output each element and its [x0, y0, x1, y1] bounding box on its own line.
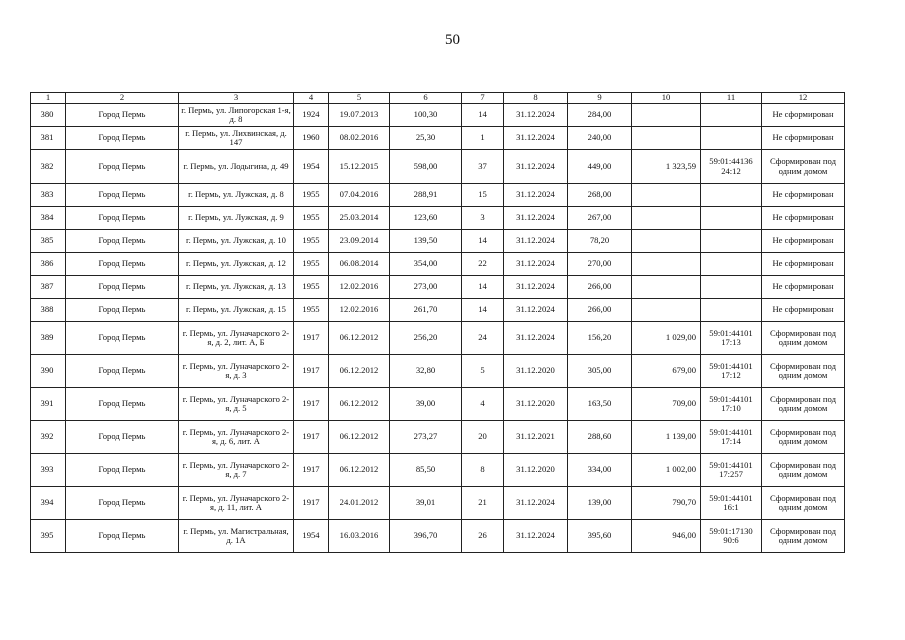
municipality-cell: Город Пермь	[66, 150, 179, 184]
municipality-cell: Город Пермь	[66, 207, 179, 230]
year-built-cell: 1955	[294, 276, 329, 299]
page-number: 50	[445, 32, 460, 48]
land-status-cell: Не сформирован	[762, 127, 845, 150]
address-cell: г. Пермь, ул. Лужская, д. 12	[179, 253, 294, 276]
residents-cell: 21	[462, 487, 504, 520]
residents-cell: 14	[462, 299, 504, 322]
year-built-cell: 1955	[294, 230, 329, 253]
year-built-cell: 1954	[294, 520, 329, 553]
address-cell: г. Пермь, ул. Луначарского 2-я, д. 11, лит. А	[179, 487, 294, 520]
table-row	[31, 520, 845, 553]
row-number-cell: 383	[31, 184, 66, 207]
residents-cell: 14	[462, 230, 504, 253]
land-status-cell: Сформирован под одним домом	[762, 520, 845, 553]
cadastral-number-cell	[701, 253, 762, 276]
value-cell: 270,00	[568, 253, 632, 276]
address-cell: г. Пермь, ул. Лихвинская, д. 147	[179, 127, 294, 150]
cadastral-number-cell	[701, 276, 762, 299]
year-built-cell: 1955	[294, 299, 329, 322]
land-area-cell	[632, 184, 701, 207]
value-cell: 449,00	[568, 150, 632, 184]
address-cell: г. Пермь, ул. Луначарского 2-я, д. 2, лит. А, Б	[179, 322, 294, 355]
area-cell: 273,27	[390, 421, 462, 454]
area-cell: 25,30	[390, 127, 462, 150]
land-status-cell: Не сформирован	[762, 230, 845, 253]
residents-cell: 22	[462, 253, 504, 276]
municipality-cell: Город Пермь	[66, 230, 179, 253]
recognition-date-cell: 12.02.2016	[329, 299, 390, 322]
column-header: 12	[762, 93, 845, 104]
year-built-cell: 1955	[294, 184, 329, 207]
area-cell: 354,00	[390, 253, 462, 276]
table-row	[31, 104, 845, 127]
table-row	[31, 487, 845, 520]
land-status-cell: Сформирован под одним домом	[762, 388, 845, 421]
municipality-cell: Город Пермь	[66, 388, 179, 421]
area-cell: 288,91	[390, 184, 462, 207]
year-built-cell: 1955	[294, 253, 329, 276]
column-header: 3	[179, 93, 294, 104]
deadline-cell: 31.12.2020	[504, 454, 568, 487]
row-number-cell: 392	[31, 421, 66, 454]
residents-cell: 24	[462, 322, 504, 355]
area-cell: 39,01	[390, 487, 462, 520]
cadastral-number-cell	[701, 230, 762, 253]
recognition-date-cell: 06.12.2012	[329, 322, 390, 355]
land-area-cell: 946,00	[632, 520, 701, 553]
area-cell: 256,20	[390, 322, 462, 355]
value-cell: 267,00	[568, 207, 632, 230]
value-cell: 334,00	[568, 454, 632, 487]
value-cell: 156,20	[568, 322, 632, 355]
year-built-cell: 1917	[294, 388, 329, 421]
municipality-cell: Город Пермь	[66, 322, 179, 355]
municipality-cell: Город Пермь	[66, 299, 179, 322]
row-number-cell: 388	[31, 299, 66, 322]
residents-cell: 37	[462, 150, 504, 184]
deadline-cell: 31.12.2024	[504, 207, 568, 230]
recognition-date-cell: 07.04.2016	[329, 184, 390, 207]
column-header: 9	[568, 93, 632, 104]
value-cell: 284,00	[568, 104, 632, 127]
residents-cell: 15	[462, 184, 504, 207]
year-built-cell: 1917	[294, 355, 329, 388]
deadline-cell: 31.12.2024	[504, 322, 568, 355]
deadline-cell: 31.12.2021	[504, 421, 568, 454]
land-area-cell	[632, 299, 701, 322]
housing-registry-table	[30, 92, 845, 553]
land-status-cell: Сформирован под одним домом	[762, 355, 845, 388]
column-header: 7	[462, 93, 504, 104]
municipality-cell: Город Пермь	[66, 421, 179, 454]
area-cell: 273,00	[390, 276, 462, 299]
table-row	[31, 421, 845, 454]
deadline-cell: 31.12.2024	[504, 150, 568, 184]
row-number-cell: 384	[31, 207, 66, 230]
address-cell: г. Пермь, ул. Лужская, д. 9	[179, 207, 294, 230]
deadline-cell: 31.12.2024	[504, 184, 568, 207]
address-cell: г. Пермь, ул. Лодыгина, д. 49	[179, 150, 294, 184]
residents-cell: 20	[462, 421, 504, 454]
cadastral-number-cell: 59:01:44101 17:257	[701, 454, 762, 487]
residents-cell: 1	[462, 127, 504, 150]
municipality-cell: Город Пермь	[66, 355, 179, 388]
cadastral-number-cell: 59:01:44101 17:13	[701, 322, 762, 355]
value-cell: 163,50	[568, 388, 632, 421]
table-body	[31, 104, 845, 553]
land-area-cell: 1 029,00	[632, 322, 701, 355]
table-row	[31, 207, 845, 230]
year-built-cell: 1917	[294, 487, 329, 520]
column-header: 11	[701, 93, 762, 104]
land-status-cell: Сформирован под одним домом	[762, 487, 845, 520]
cadastral-number-cell: 59:01:44101 17:12	[701, 355, 762, 388]
table-row	[31, 253, 845, 276]
row-number-cell: 380	[31, 104, 66, 127]
row-number-cell: 382	[31, 150, 66, 184]
row-number-cell: 381	[31, 127, 66, 150]
column-header: 10	[632, 93, 701, 104]
deadline-cell: 31.12.2024	[504, 276, 568, 299]
row-number-cell: 395	[31, 520, 66, 553]
recognition-date-cell: 12.02.2016	[329, 276, 390, 299]
row-number-cell: 389	[31, 322, 66, 355]
address-cell: г. Пермь, ул. Липогорская 1-я, д. 8	[179, 104, 294, 127]
residents-cell: 5	[462, 355, 504, 388]
deadline-cell: 31.12.2024	[504, 230, 568, 253]
municipality-cell: Город Пермь	[66, 487, 179, 520]
area-cell: 396,70	[390, 520, 462, 553]
value-cell: 266,00	[568, 299, 632, 322]
deadline-cell: 31.12.2024	[504, 520, 568, 553]
land-area-cell	[632, 276, 701, 299]
table-row	[31, 299, 845, 322]
land-area-cell	[632, 230, 701, 253]
year-built-cell: 1955	[294, 207, 329, 230]
deadline-cell: 31.12.2024	[504, 104, 568, 127]
year-built-cell: 1954	[294, 150, 329, 184]
address-cell: г. Пермь, ул. Лужская, д. 10	[179, 230, 294, 253]
column-header: 5	[329, 93, 390, 104]
row-number-cell: 391	[31, 388, 66, 421]
row-number-cell: 385	[31, 230, 66, 253]
residents-cell: 3	[462, 207, 504, 230]
recognition-date-cell: 23.09.2014	[329, 230, 390, 253]
cadastral-number-cell	[701, 207, 762, 230]
year-built-cell: 1960	[294, 127, 329, 150]
area-cell: 32,80	[390, 355, 462, 388]
land-status-cell: Не сформирован	[762, 184, 845, 207]
value-cell: 268,00	[568, 184, 632, 207]
deadline-cell: 31.12.2020	[504, 355, 568, 388]
cadastral-number-cell	[701, 299, 762, 322]
municipality-cell: Город Пермь	[66, 276, 179, 299]
recognition-date-cell: 06.12.2012	[329, 421, 390, 454]
table-row	[31, 276, 845, 299]
row-number-cell: 386	[31, 253, 66, 276]
cadastral-number-cell	[701, 127, 762, 150]
value-cell: 288,60	[568, 421, 632, 454]
address-cell: г. Пермь, ул. Луначарского 2-я, д. 6, лит. А	[179, 421, 294, 454]
land-area-cell	[632, 253, 701, 276]
deadline-cell: 31.12.2024	[504, 487, 568, 520]
recognition-date-cell: 19.07.2013	[329, 104, 390, 127]
land-status-cell: Не сформирован	[762, 253, 845, 276]
address-cell: г. Пермь, ул. Луначарского 2-я, д. 7	[179, 454, 294, 487]
column-header: 2	[66, 93, 179, 104]
area-cell: 39,00	[390, 388, 462, 421]
recognition-date-cell: 08.02.2016	[329, 127, 390, 150]
residents-cell: 4	[462, 388, 504, 421]
recognition-date-cell: 06.12.2012	[329, 355, 390, 388]
recognition-date-cell: 24.01.2012	[329, 487, 390, 520]
value-cell: 305,00	[568, 355, 632, 388]
value-cell: 78,20	[568, 230, 632, 253]
table-row	[31, 184, 845, 207]
cadastral-number-cell: 59:01:44101 16:1	[701, 487, 762, 520]
recognition-date-cell: 06.12.2012	[329, 454, 390, 487]
deadline-cell: 31.12.2024	[504, 253, 568, 276]
value-cell: 139,00	[568, 487, 632, 520]
column-header: 4	[294, 93, 329, 104]
deadline-cell: 31.12.2024	[504, 299, 568, 322]
cadastral-number-cell: 59:01:17130 90:6	[701, 520, 762, 553]
land-status-cell: Сформирован под одним домом	[762, 421, 845, 454]
land-area-cell: 1 002,00	[632, 454, 701, 487]
deadline-cell: 31.12.2020	[504, 388, 568, 421]
table-row	[31, 355, 845, 388]
year-built-cell: 1924	[294, 104, 329, 127]
address-cell: г. Пермь, ул. Лужская, д. 15	[179, 299, 294, 322]
land-status-cell: Не сформирован	[762, 299, 845, 322]
address-cell: г. Пермь, ул. Луначарского 2-я, д. 3	[179, 355, 294, 388]
address-cell: г. Пермь, ул. Луначарского 2-я, д. 5	[179, 388, 294, 421]
land-area-cell: 790,70	[632, 487, 701, 520]
cadastral-number-cell: 59:01:44136 24:12	[701, 150, 762, 184]
area-cell: 598,00	[390, 150, 462, 184]
table-row	[31, 454, 845, 487]
land-status-cell: Не сформирован	[762, 207, 845, 230]
recognition-date-cell: 15.12.2015	[329, 150, 390, 184]
municipality-cell: Город Пермь	[66, 520, 179, 553]
area-cell: 123,60	[390, 207, 462, 230]
table-row	[31, 388, 845, 421]
municipality-cell: Город Пермь	[66, 253, 179, 276]
municipality-cell: Город Пермь	[66, 127, 179, 150]
table-row	[31, 150, 845, 184]
residents-cell: 14	[462, 104, 504, 127]
area-cell: 85,50	[390, 454, 462, 487]
column-header: 8	[504, 93, 568, 104]
land-area-cell	[632, 207, 701, 230]
land-area-cell: 709,00	[632, 388, 701, 421]
recognition-date-cell: 06.08.2014	[329, 253, 390, 276]
year-built-cell: 1917	[294, 454, 329, 487]
address-cell: г. Пермь, ул. Магистральная, д. 1А	[179, 520, 294, 553]
table-row	[31, 127, 845, 150]
land-area-cell	[632, 104, 701, 127]
residents-cell: 8	[462, 454, 504, 487]
row-number-cell: 387	[31, 276, 66, 299]
row-number-cell: 393	[31, 454, 66, 487]
land-status-cell: Сформирован под одним домом	[762, 322, 845, 355]
land-status-cell: Сформирован под одним домом	[762, 150, 845, 184]
address-cell: г. Пермь, ул. Лужская, д. 13	[179, 276, 294, 299]
row-number-cell: 390	[31, 355, 66, 388]
deadline-cell: 31.12.2024	[504, 127, 568, 150]
land-area-cell: 1 323,59	[632, 150, 701, 184]
year-built-cell: 1917	[294, 421, 329, 454]
cadastral-number-cell	[701, 184, 762, 207]
value-cell: 266,00	[568, 276, 632, 299]
municipality-cell: Город Пермь	[66, 454, 179, 487]
area-cell: 100,30	[390, 104, 462, 127]
land-area-cell: 1 139,00	[632, 421, 701, 454]
land-area-cell	[632, 127, 701, 150]
recognition-date-cell: 16.03.2016	[329, 520, 390, 553]
land-status-cell: Сформирован под одним домом	[762, 454, 845, 487]
cadastral-number-cell: 59:01:44101 17:10	[701, 388, 762, 421]
table-row	[31, 322, 845, 355]
land-status-cell: Не сформирован	[762, 276, 845, 299]
area-cell: 261,70	[390, 299, 462, 322]
residents-cell: 14	[462, 276, 504, 299]
cadastral-number-cell	[701, 104, 762, 127]
cadastral-number-cell: 59:01:44101 17:14	[701, 421, 762, 454]
residents-cell: 26	[462, 520, 504, 553]
recognition-date-cell: 06.12.2012	[329, 388, 390, 421]
table-row	[31, 230, 845, 253]
municipality-cell: Город Пермь	[66, 184, 179, 207]
value-cell: 240,00	[568, 127, 632, 150]
column-number-row	[31, 93, 845, 104]
value-cell: 395,60	[568, 520, 632, 553]
municipality-cell: Город Пермь	[66, 104, 179, 127]
recognition-date-cell: 25.03.2014	[329, 207, 390, 230]
column-header: 1	[31, 93, 66, 104]
area-cell: 139,50	[390, 230, 462, 253]
year-built-cell: 1917	[294, 322, 329, 355]
land-status-cell: Не сформирован	[762, 104, 845, 127]
address-cell: г. Пермь, ул. Лужская, д. 8	[179, 184, 294, 207]
land-area-cell: 679,00	[632, 355, 701, 388]
row-number-cell: 394	[31, 487, 66, 520]
column-header: 6	[390, 93, 462, 104]
